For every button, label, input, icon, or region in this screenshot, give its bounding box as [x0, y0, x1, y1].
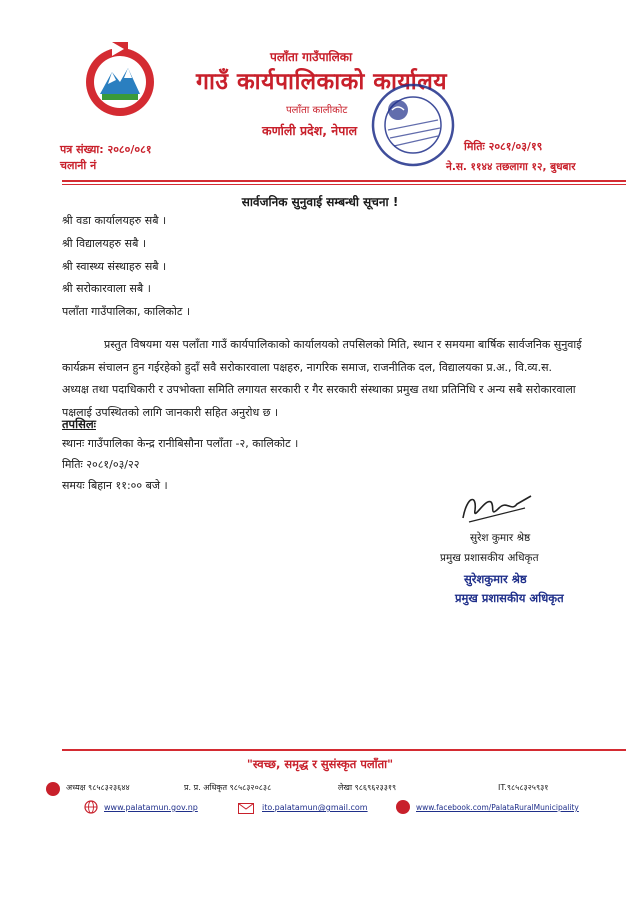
website-link[interactable]: www.palatamun.gov.np — [104, 803, 198, 812]
office-stamp — [368, 80, 458, 170]
addressee: श्री विद्यालयहरु सबै । — [62, 237, 147, 250]
facebook-icon — [396, 800, 410, 814]
globe-icon — [84, 800, 98, 814]
event-time: समयः बिहान ११:०० बजे । — [62, 479, 168, 492]
addressee: श्री स्वास्थ्य संस्थाहरु सबै । — [62, 260, 167, 273]
signatory-name: सुरेश कुमार श्रेष्ठ — [470, 532, 531, 544]
email-link[interactable]: ito.palatamun@gmail.com — [262, 803, 368, 812]
signatory-stamp-title: प्रमुख प्रशासकीय अधिकृत — [455, 591, 564, 605]
notice-subject: सार्वजनिक सुनुवाई सम्बन्धी सूचना ! — [241, 195, 399, 209]
dispatch-number: चलानी नं — [60, 159, 97, 172]
phone-icon — [46, 782, 60, 796]
letter-number: पत्र संख्या: २०८०/०८१ — [60, 143, 152, 156]
district-line: पलाँता कालीकोट — [286, 105, 348, 116]
phone-it: IT.९८५८३२५९३१ — [498, 783, 549, 792]
municipality-name: पलाँता गाउँपालिका — [270, 50, 353, 64]
event-location: स्थानः गाउँपालिका केन्द्र रानीबिसौना पलाँता -२, कालिकोट । — [62, 437, 299, 450]
signatory-title: प्रमुख प्रशासकीय अधिकृत — [440, 552, 539, 564]
event-date: मितिः २०८१/०३/२२ — [62, 458, 140, 471]
emblem-logo — [78, 36, 162, 120]
addressee: श्री वडा कार्यालयहरु सबै । — [62, 214, 167, 227]
addressee: श्री सरोकारवाला सबै । — [62, 282, 151, 295]
mail-icon — [238, 803, 254, 814]
footer-divider — [62, 749, 626, 751]
footer-slogan: "स्वच्छ, समृद्ध र सुसंस्कृत पलाँता" — [246, 757, 394, 771]
header-divider — [62, 180, 626, 182]
signatory-stamp-name: सुरेशकुमार श्रेष्ठ — [464, 572, 527, 586]
phone-cao: प्र. प्र. अधिकृत ९८५८३२०८३८ — [184, 783, 272, 792]
addressee: पलाँता गाउँपालिका, कालिकोट । — [62, 305, 191, 318]
header-divider-thin — [62, 184, 626, 185]
facebook-link[interactable]: www.facebook.com/PalataRuralMunicipality — [416, 803, 579, 812]
date-nepal-sambat: ने.स. ११४४ तछलागा १२, बुधबार — [446, 161, 576, 173]
phone-accounts: लेखा ९८६९६२३३१९ — [338, 783, 397, 792]
date-bs: मितिः २०८१/०३/१९ — [464, 140, 543, 153]
details-heading: तपसिलः — [62, 417, 96, 431]
province-line: कर्णाली प्रदेश, नेपाल — [262, 123, 358, 138]
signature — [455, 488, 535, 528]
phone-chair: अध्यक्ष ९८५८३२३६४४ — [66, 783, 130, 792]
office-title: गाउँ कार्यपालिकाको कार्यालय — [196, 69, 448, 95]
notice-body: प्रस्तुत विषयमा यस पलाँता गाउँ कार्यपालिकाको कार्यालयको तपसिलको मिति, स्थान र समयमा बार्षिक सार्वजनिक सुनुवाई कार्यक्रम संचालन हुन गईरहेको हुदाँ सवै सरोकारवाला पक्षहरु, नागरिक समाज, राजनीतिक दल, विद्यालयका प्र.अ., वि.व्य.स. अध्यक्ष तथा पदाधिकारी र उपभोक्ता समिति लगायत सरकारी र गैर सरकारी संस्थाका प्रमुख तथा प्रतिनिधि र अन्य सबै सरोकारवाला पक्षलाई उपस्थितको लागि जानकारी सहित अनुरोध छ । — [62, 338, 582, 419]
